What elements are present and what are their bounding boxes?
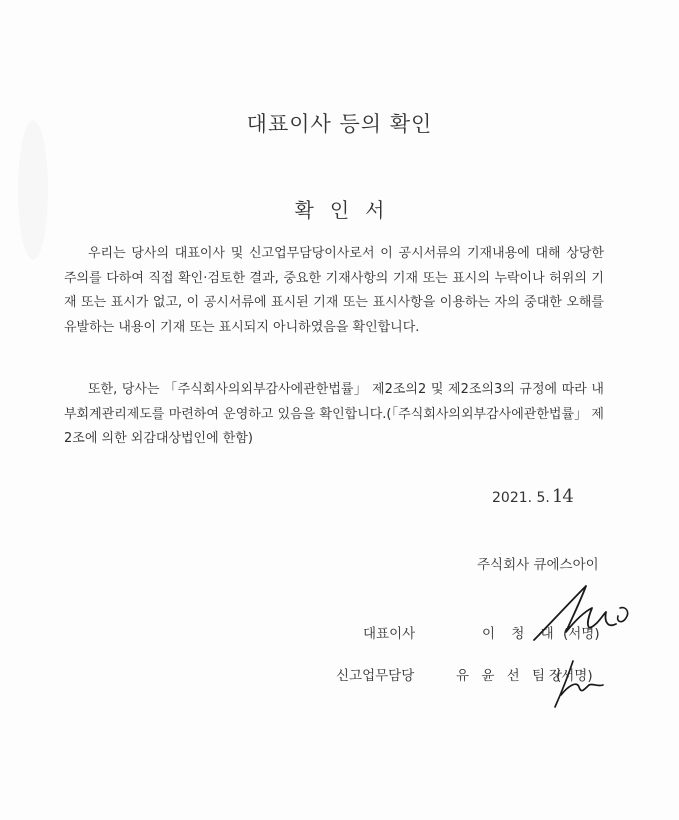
company-name: 주식회사 큐에스아이 bbox=[477, 557, 599, 573]
cfo-name: 유 윤 선 팀장 bbox=[456, 668, 567, 684]
document-subtitle: 확인서 bbox=[294, 198, 401, 222]
ceo-title: 대표이사 bbox=[363, 626, 416, 642]
cfo-signature-label: (서명) bbox=[556, 668, 593, 684]
date-handwritten: 14 bbox=[551, 486, 573, 507]
document-date bbox=[492, 486, 573, 507]
document-title: 대표이사 등의 확인 bbox=[246, 112, 433, 136]
ceo-name: 이 청 대 bbox=[482, 626, 560, 642]
confirmation-paragraph: 우리는 당사의 대표이사 및 신고업무담당이사로서 이 공시서류의 기재내용에 대해 상당한 주의를 다하여 직접 확인·검토한 결과, 중요한 기재사항의 기재 또는 표시의 누락이나 허위의 기재 또는 표시가 없고, 이 공시서류에 표시된 기재 또는 표시사항을 이용하는 자의 중대한 오해를 유발하는 내용이 기재 또는 표시되지 아니하였음을 확인합니다. bbox=[64, 246, 604, 335]
ceo-signature-label: (서명) bbox=[563, 626, 600, 642]
date-printed: 2021. 5. bbox=[492, 490, 550, 506]
scan-smudge bbox=[18, 120, 48, 260]
internal-control-paragraph: 또한, 당사는 「주식회사의외부감사에관한법률」 제2조의2 및 제2조의3의 규정에 따라 내부회계관리제도를 마련하여 운영하고 있음을 확인합니다.(「주식회사의외부감사에관한법률」 제2조에 의한 외감대상법인에 한함) bbox=[64, 382, 604, 446]
cfo-title: 신고업무담당 bbox=[336, 668, 415, 684]
